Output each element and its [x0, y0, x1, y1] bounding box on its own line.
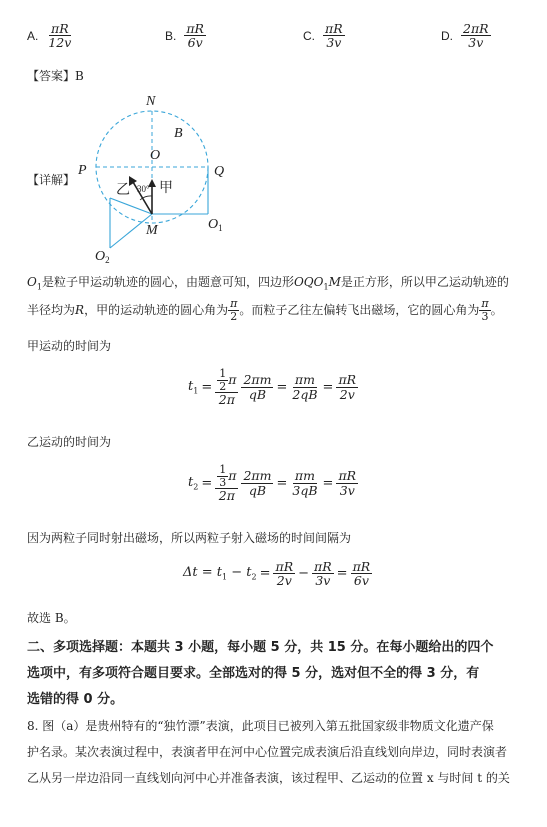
option-c-fraction: $\frac{\pi R}{3v}$: [325, 21, 343, 51]
explanation-line-1: $O_1$是粒子甲运动轨迹的圆心，由题意可知，四边形$OQO_1M$是正方形，所以甲乙运动轨迹的: [27, 275, 509, 292]
line-yi-chord: [110, 198, 152, 214]
explanation-line-2: 半径均为 R ，甲的运动轨迹的圆心角为 $\frac{\pi}{2}$ 。而粒子乙往左偏转飞出磁场，它的圆心角为 $\frac{\pi}{3}$ 。: [27, 297, 503, 323]
option-b[interactable]: [165, 22, 206, 49]
conclusion: 故选 B。: [27, 611, 76, 625]
q8-line-1: 8. 图（a）是贵州特有的“独竹漂”表演，此项目已被列入第五批国家级非物质文化遗产保: [27, 719, 494, 733]
section-2-line-3: 选错的得 0 分。: [27, 692, 124, 707]
arc-angle-jia: $\frac{\pi}{2}$: [230, 297, 238, 323]
eq1-term-b: $\frac{2\pi m}{qB}$: [243, 372, 272, 402]
option-a-letter: A.: [27, 28, 39, 43]
jia-time-label: 甲运动的时间为: [27, 339, 112, 353]
label-o2: $O_2$: [95, 249, 110, 265]
label-jia: 甲: [159, 180, 173, 196]
eq3-term-c: $\frac{\pi R}{6v}$: [352, 559, 371, 589]
interval-explanation: 因为两粒子同时射出磁场，所以两粒子射入磁场的时间间隔为: [27, 531, 352, 545]
eq1-term-c: $\frac{\pi m}{2qB}$: [292, 372, 318, 402]
eq1-term-d: $\frac{\pi R}{2v}$: [338, 372, 357, 402]
section-2-line-2: 选项中，有多项符合题目要求。全部选对的得 5 分，选对但不全的得 3 分，有: [27, 666, 480, 681]
answer-line: 【答案】B: [27, 69, 84, 83]
option-c[interactable]: [303, 22, 345, 49]
equation-t2: $t_2$ = $\frac{1}{3}$ π 2π $\frac{2\pi m}{qB}$ = $\frac{\pi m}{3qB}$ = $\frac{\pi R}{3v}$: [188, 463, 357, 504]
magnetic-field-figure: [70, 88, 240, 270]
equation-delta-t: $\Delta t = t_1 - t_2$ = $\frac{\pi R}{2v}$ − $\frac{\pi R}{3v}$ = $\frac{\pi R}{6v}$: [183, 559, 371, 589]
label-angle: 30°: [137, 184, 150, 194]
option-a[interactable]: [27, 22, 73, 49]
q8-line-3: 乙从另一岸边沿同一直线划向河中心并准备表演，该过程甲、乙运动的位置 x 与时间 t 的关: [27, 771, 510, 785]
label-o: O: [150, 148, 161, 163]
eq2-term-c: $\frac{\pi m}{3qB}$: [292, 468, 318, 498]
label-yi: 乙: [116, 182, 130, 198]
eq2-term-b: $\frac{2\pi m}{qB}$: [243, 468, 272, 498]
label-q: Q: [214, 164, 225, 179]
option-c-letter: C.: [303, 28, 315, 43]
eq2-term-d: $\frac{\pi R}{3v}$: [338, 468, 357, 498]
yi-time-label: 乙运动的时间为: [27, 435, 112, 449]
eq3-term-b: $\frac{\pi R}{3v}$: [314, 559, 332, 589]
q8-line-2: 护名录。某次表演过程中，表演者甲在河中心位置完成表演后沿直线划向岸边，同时表演者: [27, 745, 508, 759]
option-d-fraction: $\frac{2\pi R}{3v}$: [463, 21, 489, 51]
option-b-letter: B.: [165, 28, 177, 43]
eq2-term-a: $\frac{1}{3}$ π 2π: [215, 464, 238, 502]
detail-label: 【详解】: [27, 173, 76, 187]
option-d[interactable]: [441, 22, 491, 49]
label-m: M: [146, 223, 158, 238]
label-p: P: [78, 163, 87, 178]
option-a-fraction: $\frac{\pi R}{12v}$: [48, 21, 72, 51]
label-n: N: [146, 94, 156, 109]
section-2-line-1: 二、多项选择题：本题共 3 小题，每小题 5 分，共 15 分。在每小题给出的四个: [27, 640, 494, 655]
option-b-fraction: $\frac{\pi R}{6v}$: [186, 21, 204, 51]
eq1-term-a: $\frac{1}{2}$ π 2π: [215, 368, 238, 406]
arc-angle-yi: $\frac{\pi}{3}$: [481, 297, 489, 323]
label-o1: $O_1$: [208, 217, 223, 233]
option-d-letter: D.: [441, 28, 453, 43]
eq3-term-a: $\frac{\pi R}{2v}$: [275, 559, 294, 589]
label-b: B: [174, 126, 183, 141]
equation-t1: $t_1$ = $\frac{1}{2}$ π 2π $\frac{2\pi m}{qB}$ = $\frac{\pi m}{2qB}$ = $\frac{\pi R}{2v}$: [188, 367, 357, 408]
yi-arrowhead: [129, 176, 137, 186]
